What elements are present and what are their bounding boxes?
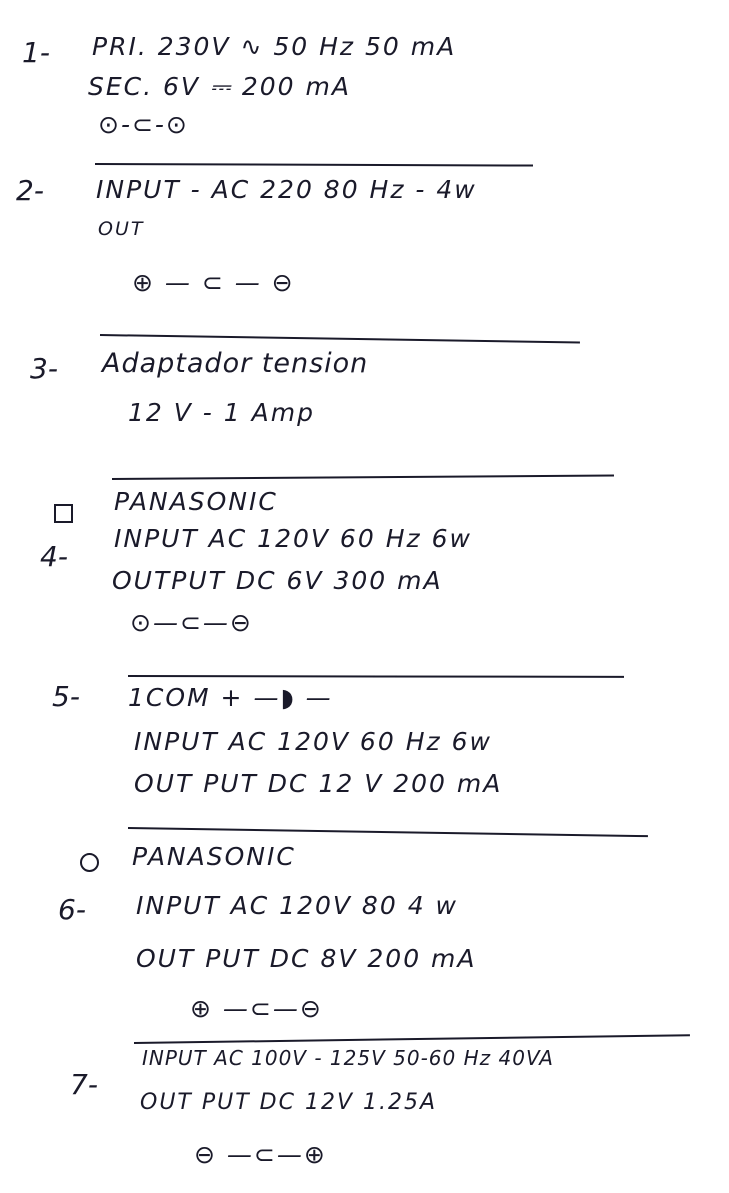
checkbox-mark-square xyxy=(54,504,73,523)
divider-line xyxy=(100,334,580,344)
entry-line: OUT PUT DC 12V 1.25A xyxy=(140,1090,438,1115)
divider-line xyxy=(112,474,614,480)
polarity-diagram: ⊕ —⊂—⊖ xyxy=(190,994,323,1023)
entry-number: 5- xyxy=(52,680,80,713)
divider-line xyxy=(134,1034,690,1044)
entry-line: INPUT AC 120V 60 Hz 6w xyxy=(134,727,492,756)
entry-line: SEC. 6V ⎓ 200 mA xyxy=(88,72,351,101)
entry-line: INPUT AC 120V 60 Hz 6w xyxy=(114,524,472,553)
divider-line xyxy=(128,675,624,678)
entry-line: INPUT AC 120V 80 4 w xyxy=(136,891,458,920)
entry-line: 12 V - 1 Amp xyxy=(128,398,315,427)
entry-number: 2- xyxy=(16,174,44,207)
polarity-diagram: ⊙—⊂—⊖ xyxy=(130,608,253,637)
polarity-diagram: ⊕ — ⊂ — ⊖ xyxy=(132,268,295,297)
entry-line: INPUT - AC 220 80 Hz - 4w xyxy=(96,175,477,204)
polarity-diagram: ⊙-⊂-⊙ xyxy=(98,110,189,139)
brand-label: PANASONIC xyxy=(132,842,296,871)
entry-number: 7- xyxy=(70,1068,98,1101)
entry-number: 4- xyxy=(40,540,68,573)
divider-line xyxy=(95,163,533,167)
divider-line xyxy=(128,827,648,837)
entry-line: Adaptador tension xyxy=(102,348,369,379)
circle-mark xyxy=(80,853,99,872)
brand-label: 1COM + —◗ — xyxy=(128,683,333,712)
entry-line: PRI. 230V ∿ 50 Hz 50 mA xyxy=(92,32,457,61)
entry-line: OUTPUT DC 6V 300 mA xyxy=(112,566,443,595)
entry-number: 1- xyxy=(22,36,50,69)
entry-line: OUT xyxy=(98,218,145,240)
brand-label: PANASONIC xyxy=(114,487,278,516)
entry-number: 6- xyxy=(58,893,86,926)
entry-number: 3- xyxy=(30,352,58,385)
entry-line: INPUT AC 100V - 125V 50-60 Hz 40VA xyxy=(142,1046,554,1070)
polarity-diagram: ⊖ —⊂—⊕ xyxy=(194,1140,327,1169)
entry-line: OUT PUT DC 12 V 200 mA xyxy=(134,769,503,798)
entry-line: OUT PUT DC 8V 200 mA xyxy=(136,944,477,973)
